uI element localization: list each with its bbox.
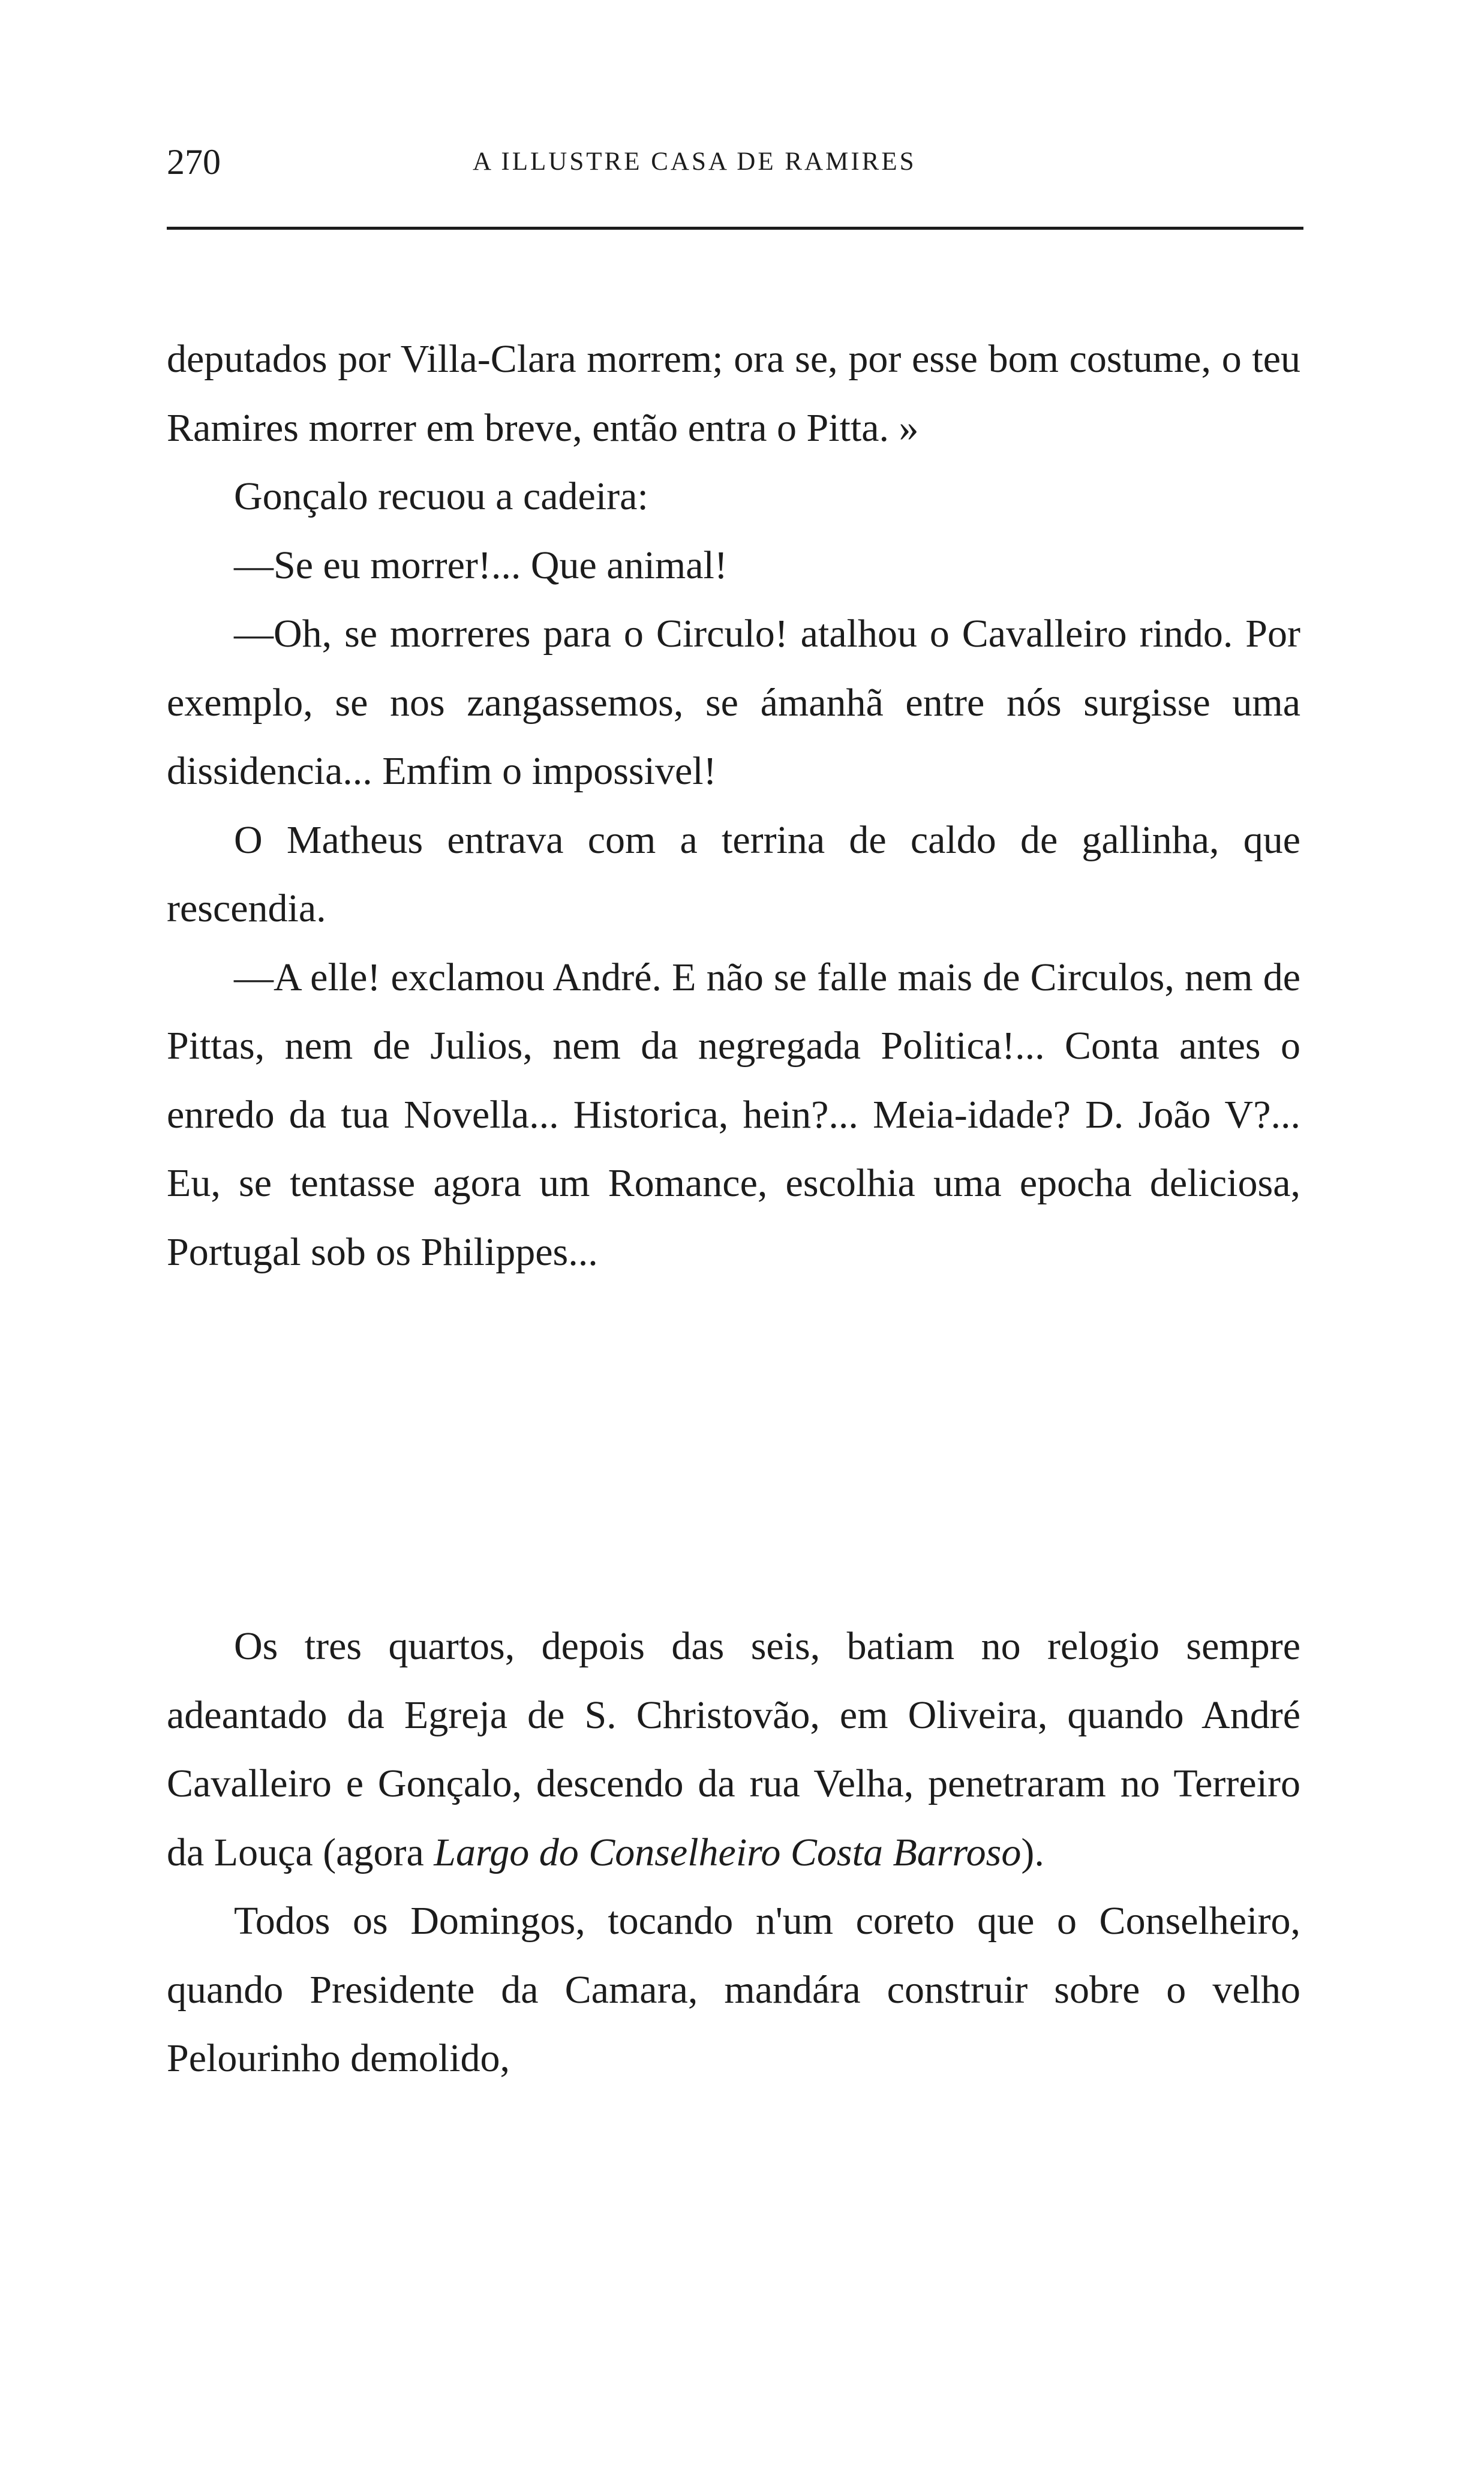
dialogue-line: —Oh, se morreres para o Circulo! atalhou o Cavalleiro rindo. Por exemplo, se nos zangassemos, se ámanhã entre nós surgisse uma dissidencia... Emfim o impossivel! xyxy=(167,612,1300,793)
paragraph: O Matheus entrava com a terrina de caldo de gallinha, que rescendia. xyxy=(167,818,1300,930)
paragraph: Gonçalo recuou a cadeira: xyxy=(234,474,648,518)
running-title: A ILLUSTRE CASA DE RAMIRES xyxy=(473,148,917,176)
paragraph: Todos os Domingos, tocando n'um coreto que o Conselheiro, quando Presidente da Camara, mandára construir sobre o velho Pelourinho demolido, xyxy=(167,1899,1300,2080)
paragraph-text: Os tres quartos, depois das seis, batiam no relogio sempre adeantado da Egreja de S. Christovão, em Oliveira, quando André Cavalleiro e Gonçalo, descendo da rua Velha, penetraram no Terreiro da Louça (agora xyxy=(167,1624,1300,1874)
page-number: 270 xyxy=(167,142,221,182)
dialogue-line: —A elle! exclamou André. E não se falle mais de Circulos, nem de Pittas, nem de Julios, nem da negregada Politica!... Conta antes o enredo da tua Novella... Historica, hein?... Meia-idade? D. João V?... Eu, se tentasse agora um Romance, escolhia uma epocha deliciosa, Portugal sob os Philippes... xyxy=(167,955,1300,1274)
text-section-1 xyxy=(167,325,1300,1287)
italic-place-name: Largo do Conselheiro Costa Barroso xyxy=(434,1830,1022,1874)
text-section-2 xyxy=(167,1612,1300,2093)
paragraph: deputados por Villa-Clara morrem; ora se, por esse bom costume, o teu Ramires morrer em breve, então entra o Pitta. » xyxy=(167,337,1300,450)
paragraph xyxy=(167,1612,1300,1887)
running-head xyxy=(167,135,1297,189)
dialogue-line: —Se eu morrer!... Que animal! xyxy=(234,543,728,587)
header-rule xyxy=(167,227,1303,230)
paragraph-text: ). xyxy=(1021,1830,1044,1874)
